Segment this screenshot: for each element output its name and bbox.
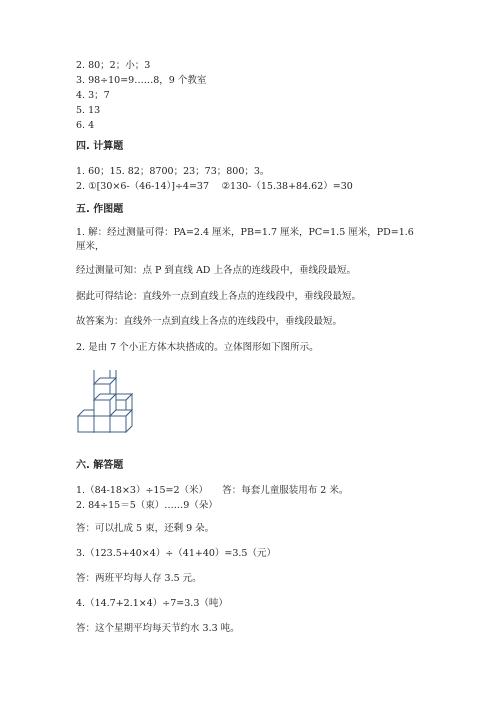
answer-line: 5. 13	[76, 105, 101, 116]
section-title-calculation: 四. 计算题	[76, 141, 124, 152]
answer-line: 2. 80；2；小；3	[76, 60, 151, 71]
drawing-line: 故答案为：直线外一点到直线上各点的连线段中，垂线段最短。	[76, 316, 343, 327]
drawing-line: 2. 是由 7 个小正方体木块搭成的。立体图形如下图所示。	[76, 342, 319, 353]
cube-figure	[74, 370, 144, 434]
cube	[110, 410, 132, 432]
drawing-line: 据此可得结论：直线外一点到直线上各点的连线段中，垂线段最短。	[76, 291, 362, 302]
solution-line: 3.（123.5+40×4）÷（41+40）=3.5（元）	[76, 548, 276, 559]
solution-line: 2. 84÷15＝5（束）……9（朵）	[76, 500, 218, 511]
answer-line: 6. 4	[76, 120, 95, 131]
drawing-line: 1. 解：经过测量可得：PA=2.4 厘米，PB=1.7 厘米，PC=1.5 厘米，PD=1.6 厘米，	[76, 227, 414, 252]
drawing-line: 经过测量可知：点 P 到直线 AD 上各点的连线段中，垂线段最短。	[76, 265, 356, 276]
solution-line: 答：可以扎成 5 束，还剩 9 朵。	[76, 523, 215, 534]
answer-line: 3. 98÷10=9……8，9 个教室	[76, 75, 207, 86]
solution-line: 4.（14.7+2.1×4）÷7=3.3（吨）	[76, 598, 228, 609]
calc-line: 1. 60；15. 82；8700；23；73；800；3。	[76, 166, 270, 177]
answer-line: 4. 3；7	[76, 90, 110, 101]
solution-line: 答：这个星期平均每天节约水 3.3 吨。	[76, 623, 240, 634]
solution-line: 答：两班平均每人存 3.5 元。	[76, 573, 202, 584]
section-title-drawing: 五. 作图题	[76, 204, 124, 215]
section-title-answers: 六. 解答题	[76, 460, 124, 471]
solution-line: 1.（84-18×3）÷15=2（米） 答：每套儿童服装用布 2 米。	[76, 485, 349, 496]
calc-line: 2. ①[30×6-（46-14）]÷4=37 ②130-（15.38+84.62）=30	[76, 181, 353, 192]
